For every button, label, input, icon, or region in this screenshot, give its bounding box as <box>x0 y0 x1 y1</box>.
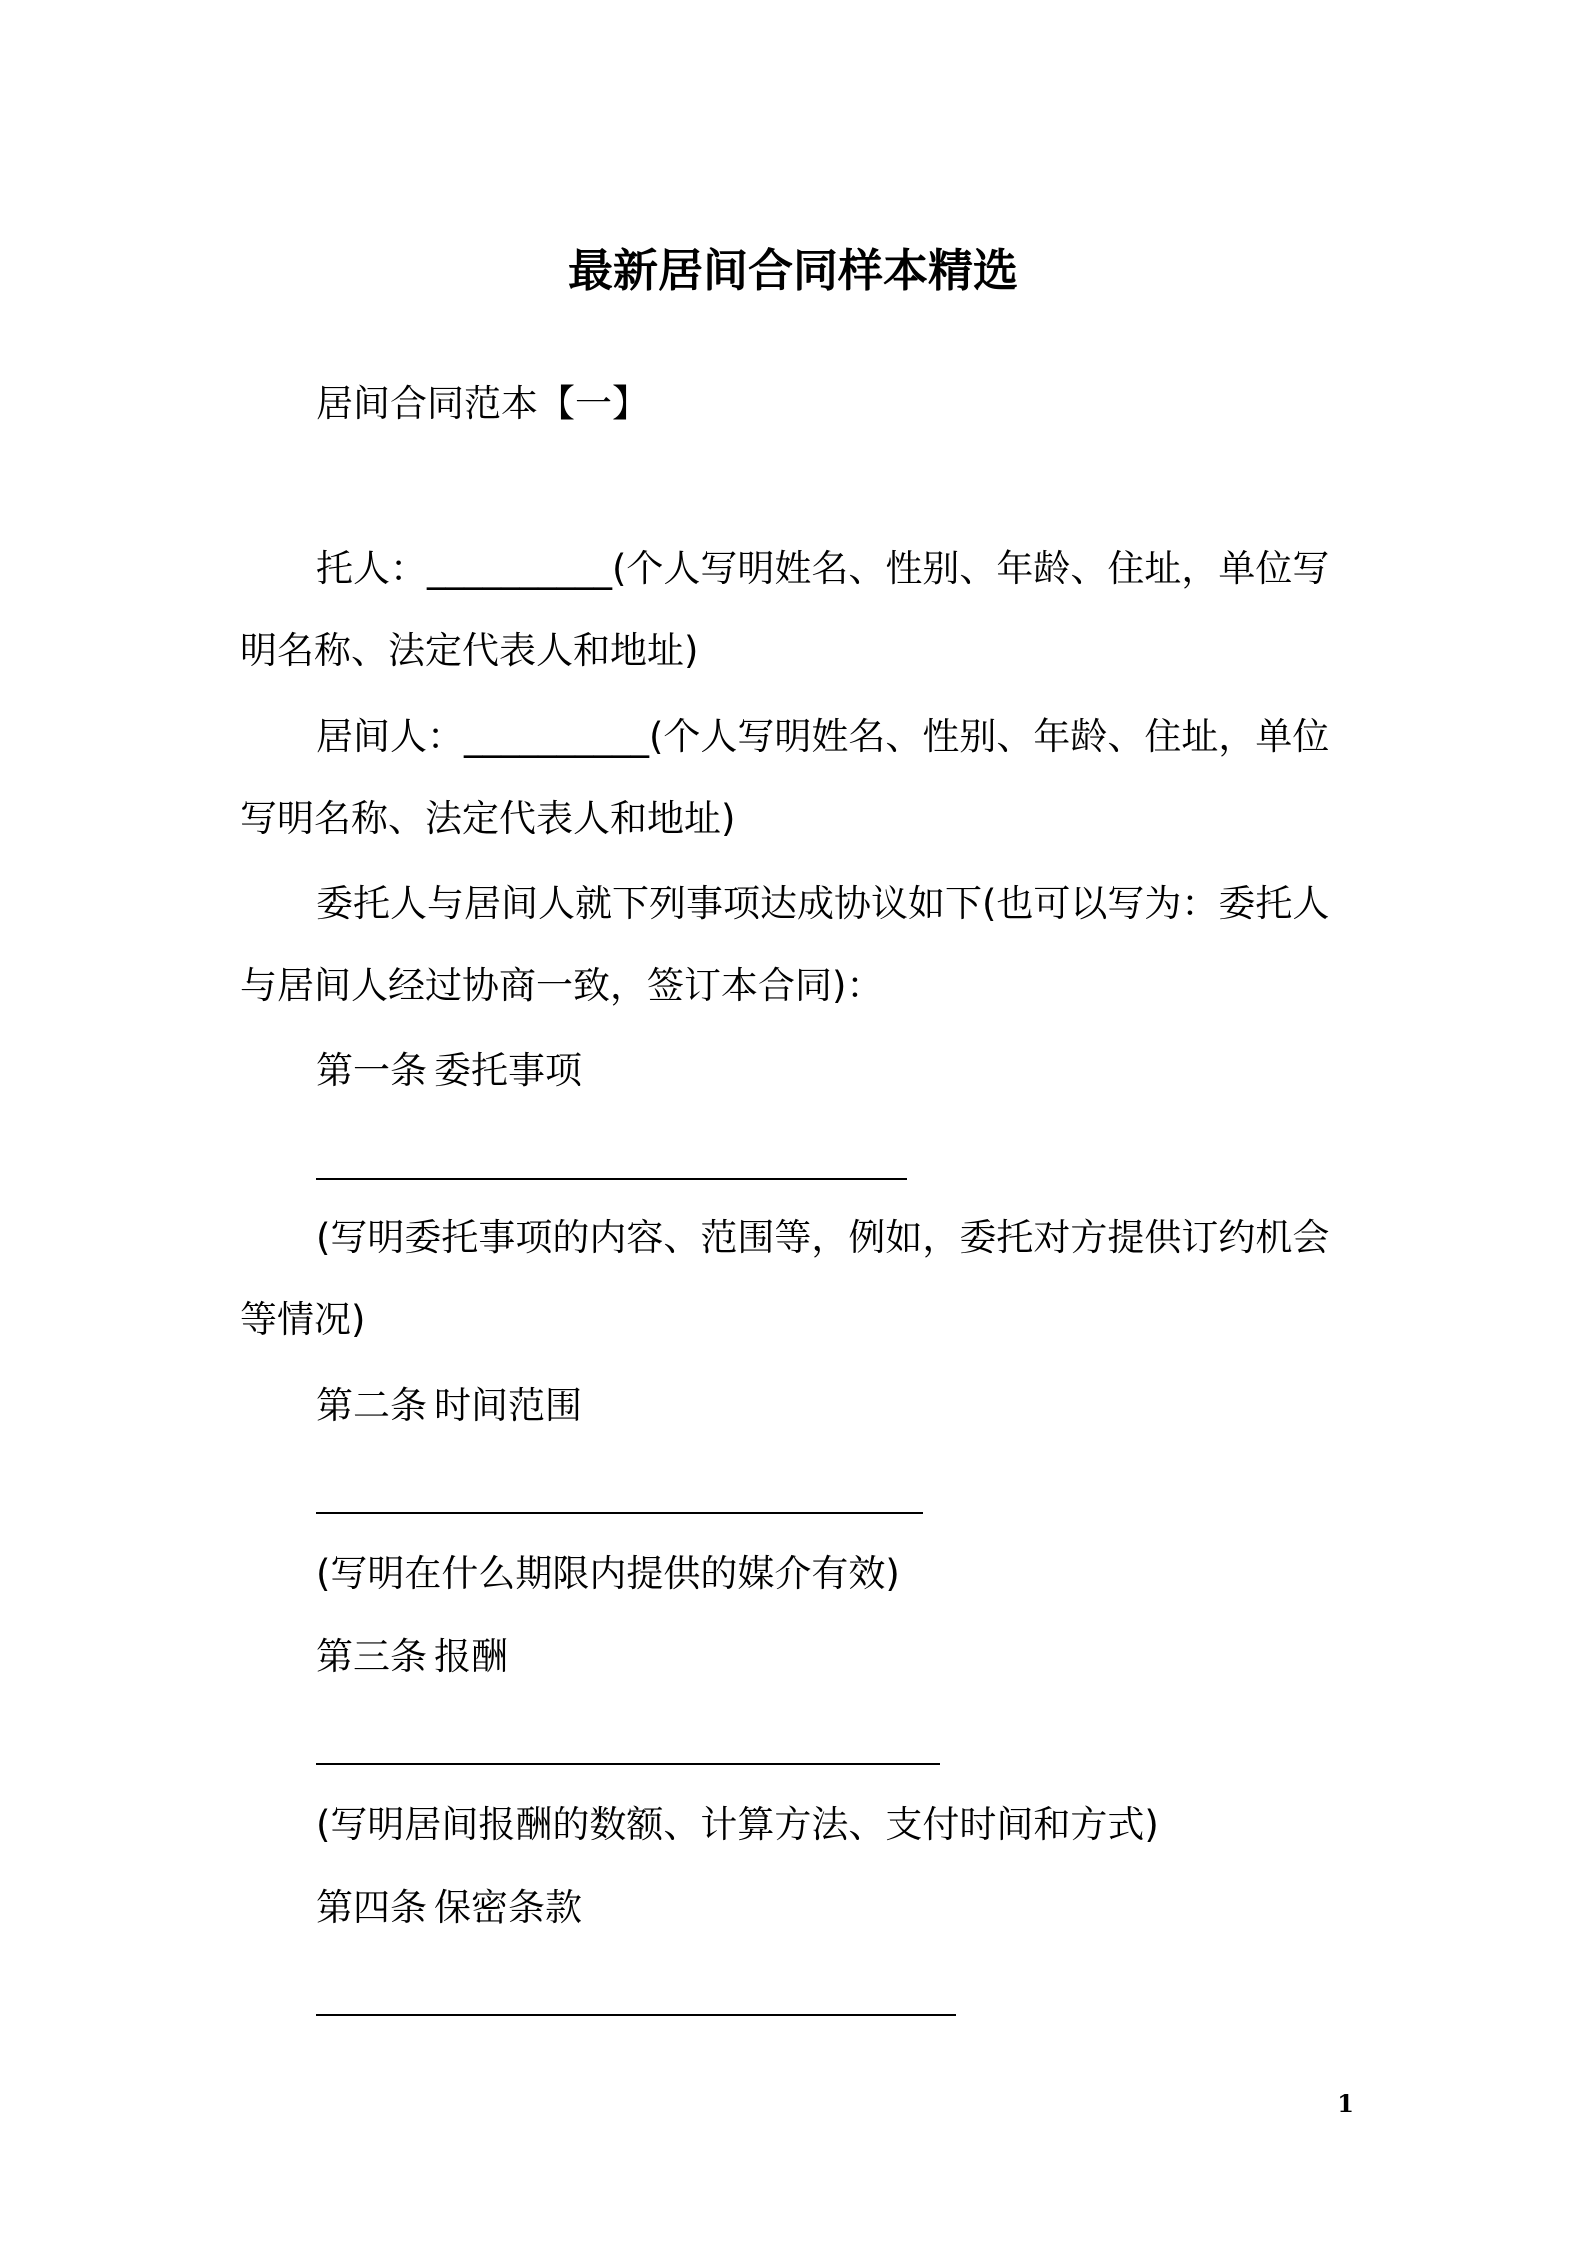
section-1-note-line-2: 等情况) <box>240 1298 366 1341</box>
agreement-line-2: 与居间人经过协商一致，签订本合同)： <box>240 964 884 1007</box>
section-4-heading <box>316 1880 582 1935</box>
section-2-note: (写明在什么期限内提供的媒介有效) <box>316 1552 900 1595</box>
section-1-blank-line <box>316 1178 907 1180</box>
section-2-title: 时间范围 <box>434 1384 582 1427</box>
intermediary-line-2: 写明名称、法定代表人和地址) <box>240 797 736 840</box>
section-2-blank-line <box>316 1512 923 1514</box>
section-3-blank-line <box>316 1763 940 1765</box>
section-3-number: 第三条 <box>316 1635 427 1678</box>
document-title: 最新居间合同样本精选 <box>567 244 1018 298</box>
section-1-title: 委托事项 <box>434 1049 582 1092</box>
principal-line-2: 明名称、法定代表人和地址) <box>240 629 699 672</box>
intermediary-line-1: 居间人：__________(个人写明姓名、性别、年龄、住址，单位 <box>316 715 1330 758</box>
contract-subtitle: 居间合同范本【一】 <box>316 382 649 425</box>
section-3-note: (写明居间报酬的数额、计算方法、支付时间和方式) <box>316 1803 1159 1846</box>
section-2-number: 第二条 <box>316 1384 427 1427</box>
section-4-blank-line <box>316 2014 956 2016</box>
section-4-number: 第四条 <box>316 1886 427 1929</box>
section-3-heading <box>316 1629 508 1684</box>
section-1-note-line-1: (写明委托事项的内容、范围等，例如，委托对方提供订约机会 <box>316 1216 1330 1259</box>
page-number: 1 <box>1337 2089 1354 2118</box>
section-4-title: 保密条款 <box>434 1886 582 1929</box>
section-1-number: 第一条 <box>316 1049 427 1092</box>
principal-line-1: 托人：__________(个人写明姓名、性别、年龄、住址，单位写 <box>316 547 1330 590</box>
section-2-heading <box>316 1378 582 1433</box>
agreement-line-1: 委托人与居间人就下列事项达成协议如下(也可以写为：委托人 <box>316 882 1330 925</box>
section-1-heading <box>316 1043 582 1098</box>
section-3-title: 报酬 <box>434 1635 508 1678</box>
